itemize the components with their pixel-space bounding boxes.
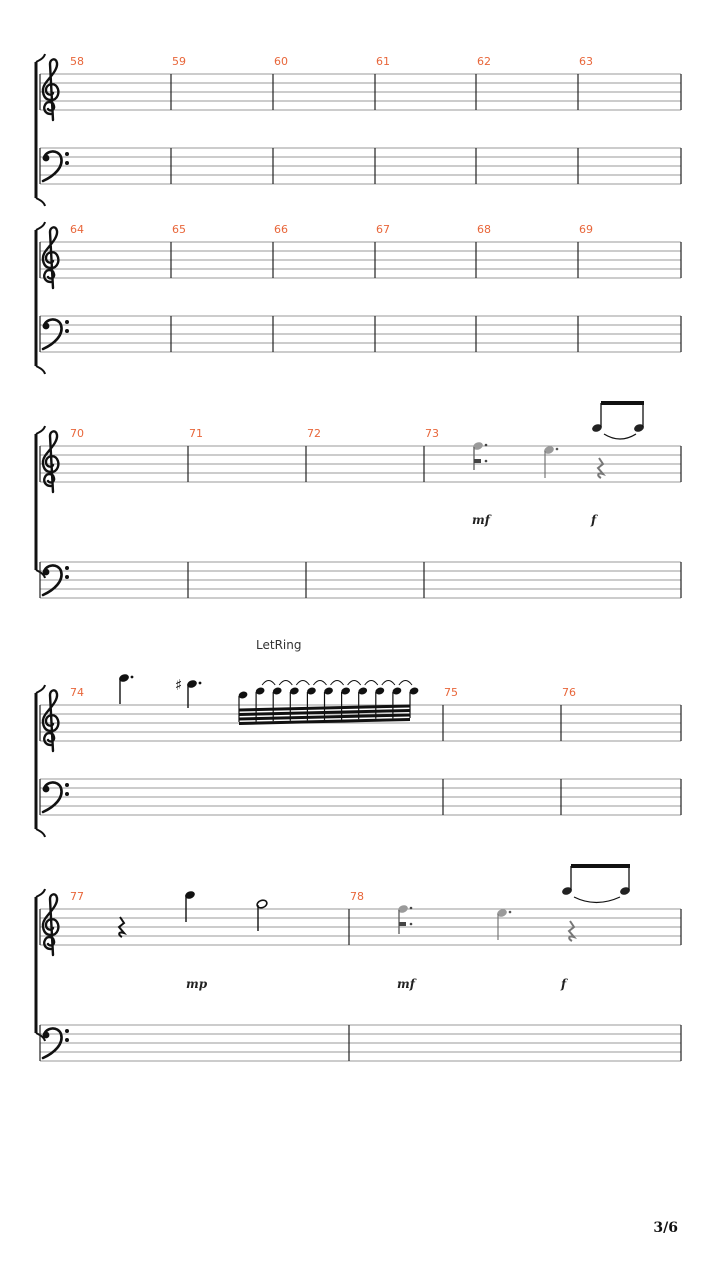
note-group <box>118 673 201 708</box>
dynamic-mark: mf <box>397 977 415 991</box>
dynamic-mark: f <box>591 513 597 527</box>
system-3 <box>36 401 681 598</box>
treble-clef-icon <box>43 227 58 288</box>
treble-clef-icon <box>43 59 58 120</box>
measure-number: 73 <box>425 427 439 440</box>
let-ring-direction: LetRing <box>256 638 302 652</box>
dynamic-mark: mf <box>472 513 490 527</box>
system-2 <box>36 222 681 374</box>
measure-number: 65 <box>172 223 186 236</box>
measure-number: 68 <box>477 223 491 236</box>
measure-number: 63 <box>579 55 593 68</box>
run-tie <box>331 681 344 686</box>
system-4 <box>36 638 681 837</box>
note-group <box>472 401 645 478</box>
measure-number: 61 <box>376 55 390 68</box>
measure-number: 75 <box>444 686 458 699</box>
measure-number: 62 <box>477 55 491 68</box>
measure-number: 71 <box>189 427 203 440</box>
measure-number: 78 <box>350 890 364 903</box>
note-run <box>238 681 420 726</box>
measure-number: 66 <box>274 223 288 236</box>
measure-number: 70 <box>70 427 84 440</box>
run-tie <box>262 681 275 686</box>
treble-clef-icon <box>43 894 58 955</box>
run-tie <box>348 681 361 686</box>
measure-number: 76 <box>562 686 576 699</box>
page-number: 3/6 <box>653 1220 678 1236</box>
note-group <box>119 864 631 941</box>
measure-number: 69 <box>579 223 593 236</box>
measure-number: 64 <box>70 223 84 236</box>
run-tie <box>382 681 395 686</box>
measure-number: 72 <box>307 427 321 440</box>
treble-clef-icon <box>43 431 58 492</box>
run-tie <box>313 681 326 686</box>
treble-clef-icon <box>43 690 58 751</box>
run-tie <box>365 681 378 686</box>
measure-number: 58 <box>70 55 84 68</box>
dynamic-mark: mp <box>186 977 208 991</box>
svg-text:♯: ♯ <box>175 676 183 694</box>
system-5 <box>36 864 681 1061</box>
run-tie <box>296 681 309 686</box>
measure-number: 74 <box>70 686 84 699</box>
measure-number: 77 <box>70 890 84 903</box>
measure-number: 60 <box>274 55 288 68</box>
measure-number: 67 <box>376 223 390 236</box>
run-tie <box>399 681 412 686</box>
measure-number: 59 <box>172 55 186 68</box>
run-tie <box>279 681 292 686</box>
dynamic-mark: f <box>561 977 567 991</box>
system-1 <box>36 54 681 206</box>
